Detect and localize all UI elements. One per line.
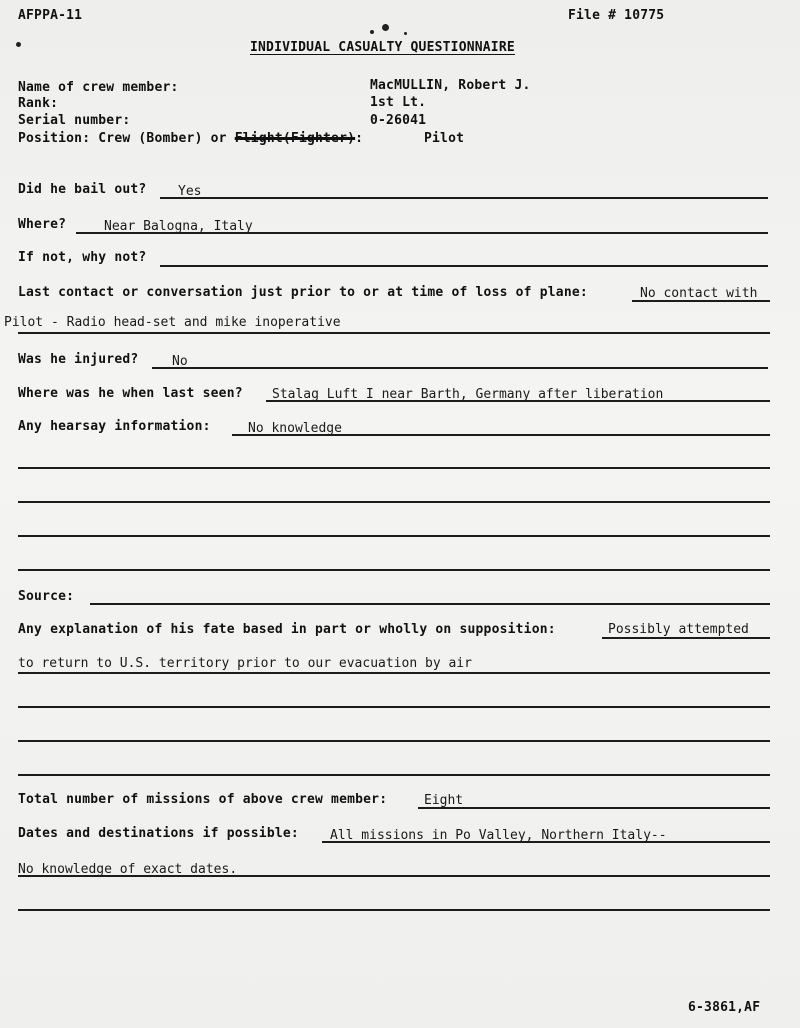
rank-value: 1st Lt. (370, 95, 427, 110)
blank-line (18, 501, 770, 503)
position-label (18, 131, 363, 146)
missions-label: Total number of missions of above crew member: (18, 792, 388, 807)
hearsay-answer-line (232, 434, 770, 436)
hearsay-label: Any hearsay information: (18, 419, 211, 434)
fate-answer-line-2 (18, 672, 770, 674)
rank-label: Rank: (18, 96, 59, 111)
blank-line (18, 706, 770, 708)
form-code: 6-3861,AF (688, 1000, 761, 1015)
dates-answer-line-1 (322, 841, 770, 843)
blank-line (18, 467, 770, 469)
where-answer-line (76, 232, 768, 234)
contact-value-2: Pilot - Radio head-set and mike inoperative (4, 315, 341, 330)
position-struck-option: Flight(Fighter) (234, 131, 356, 146)
fate-label: Any explanation of his fate based in part or wholly on supposition: (18, 622, 556, 637)
injured-label: Was he injured? (18, 352, 139, 367)
lastseen-value: Stalag Luft I near Barth, Germany after liberation (272, 387, 664, 402)
dates-value-2: No knowledge of exact dates. (18, 862, 238, 877)
position-colon: : (355, 131, 364, 146)
bail-answer-line (160, 197, 768, 199)
fate-answer-line-1 (602, 637, 770, 639)
dates-label: Dates and destinations if possible: (18, 826, 299, 841)
position-value: Pilot (424, 131, 465, 146)
where-label: Where? (18, 217, 67, 232)
blank-line (18, 774, 770, 776)
position-prefix: Position: Crew (Bomber) or (18, 131, 227, 146)
serial-value: 0-26041 (370, 113, 427, 128)
ink-speck (370, 30, 374, 34)
name-value: MacMULLIN, Robert J. (370, 78, 531, 93)
file-number: File # 10775 (568, 8, 665, 23)
blank-line (18, 535, 770, 537)
dates-value-1: All missions in Po Valley, Northern Italy-- (330, 828, 667, 843)
blank-line (18, 740, 770, 742)
contact-value-1: No contact with (640, 286, 758, 301)
name-label: Name of crew member: (18, 80, 179, 95)
missions-value: Eight (424, 793, 464, 808)
lastseen-answer-line (266, 400, 770, 402)
blank-line (18, 569, 770, 571)
ink-speck (404, 32, 407, 35)
lastseen-label: Where was he when last seen? (18, 386, 243, 401)
fate-value-2: to return to U.S. territory prior to our evacuation by air (18, 656, 472, 671)
ink-speck (16, 42, 21, 47)
blank-line (18, 909, 770, 911)
serial-label: Serial number: (18, 113, 131, 128)
source-label: Source: (18, 589, 75, 604)
injured-value: No (172, 354, 188, 369)
form-id: AFPPA-11 (18, 8, 83, 23)
fate-value-1: Possibly attempted (608, 622, 749, 637)
injured-answer-line (152, 367, 768, 369)
contact-answer-line-1 (632, 300, 770, 302)
contact-label: Last contact or conversation just prior to or at time of loss of plane: (18, 285, 588, 300)
contact-answer-line-2 (18, 332, 770, 334)
missions-answer-line (418, 807, 770, 809)
dates-answer-line-2 (18, 875, 770, 877)
bail-value: Yes (178, 184, 202, 199)
source-answer-line (90, 603, 770, 605)
where-value: Near Balogna, Italy (104, 219, 253, 234)
ink-speck (382, 24, 389, 31)
form-title: INDIVIDUAL CASUALTY QUESTIONNAIRE (250, 40, 515, 55)
ifnot-answer-line (160, 265, 768, 267)
bail-label: Did he bail out? (18, 182, 147, 197)
hearsay-value: No knowledge (248, 421, 342, 436)
ifnot-label: If not, why not? (18, 250, 147, 265)
